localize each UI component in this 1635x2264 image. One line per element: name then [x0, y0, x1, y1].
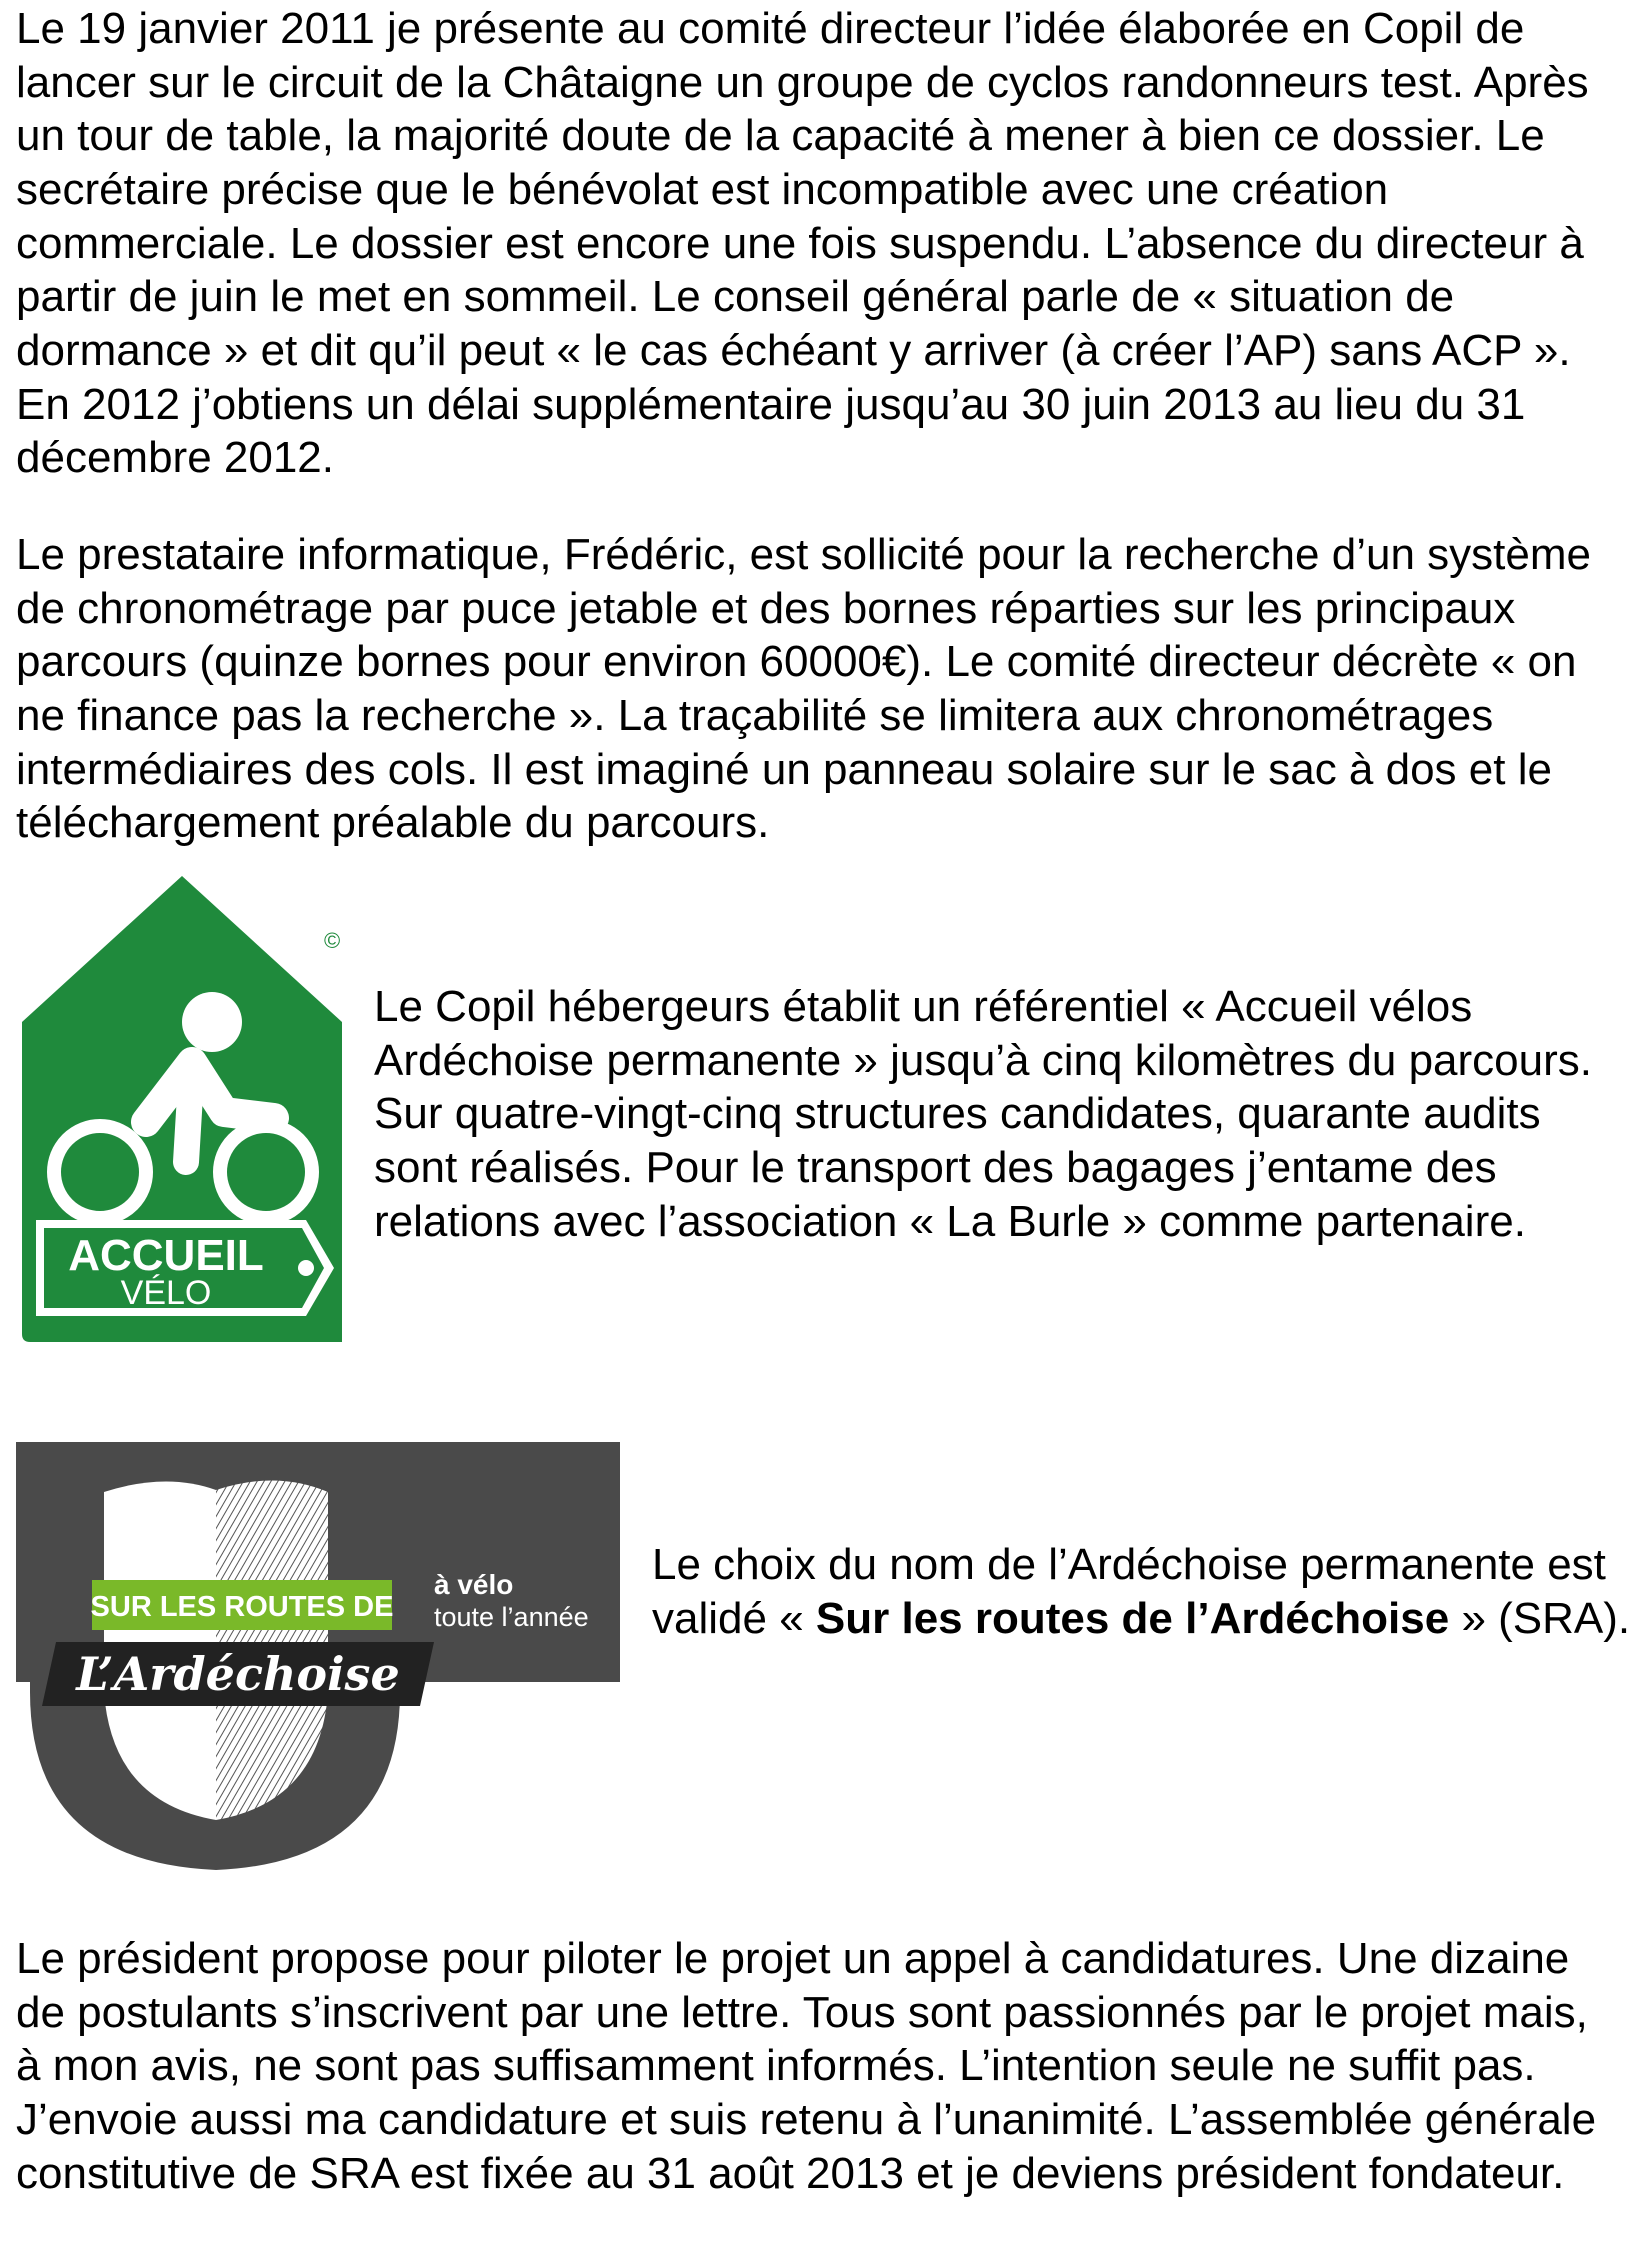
- p5-before: Le choix du nom de l’Ardéchoise permanente est validé «: [652, 1540, 1606, 1643]
- sra-logo: [16, 1442, 620, 1874]
- sra-tagline-1: à vélo: [434, 1569, 514, 1600]
- paragraph-accueil-velo: Le Copil hébergeurs établit un référentiel « Accueil vélos Ardéchoise permanente » jusqu’à cinq kilomètres du parcours. Sur quatre-vingt-cinq structures candidates, quarante audits sont réalisés. Pour le transport des bagages j’entame des relations avec l’association « La Burle » comme partenaire.: [374, 982, 1592, 1246]
- p5-after: » (SRA).: [1449, 1593, 1631, 1643]
- accueil-velo-logo: [16, 872, 348, 1350]
- copyright-mark: ©: [324, 928, 341, 953]
- p5-bold-name: Sur les routes de l’Ardéchoise: [815, 1593, 1450, 1643]
- cyclist-head-icon: [182, 992, 242, 1052]
- logo-accueil-line1: ACCUEIL: [68, 1231, 264, 1280]
- paragraph-nom-sra: [652, 1538, 1632, 1645]
- sra-banner-text: SUR LES ROUTES DE: [90, 1591, 394, 1623]
- paragraph-intro: Le 19 janvier 2011 je présente au comité directeur l’idée élaborée en Copil de lancer sur le circuit de la Châtaigne un groupe de cyclos randonneurs test. Après un tour de table, la majorité doute de la capacité à mener à bien ce dossier. Le secrétaire précise que le bénévolat est incompatible avec une création commerciale. Le dossier est encore une fois suspendu. L’absence du directeur à partir de juin le met en sommeil. Le conseil général parle de « situation de dormance » et dit qu’il peut « le cas échéant y arriver (à créer l’AP) sans ACP ». En 2012 j’obtiens un délai supplémentaire jusqu’au 30 juin 2013 au lieu du 31 décembre 2012.: [16, 4, 1589, 483]
- sra-tagline-2: toute l’année: [434, 1602, 589, 1632]
- paragraph-president: Le président propose pour piloter le projet un appel à candidatures. Une dizaine de postulants s’inscrivent par une lettre. Tous sont passionnés par le projet mais, à mon avis, ne sont pas suffisamment informés. L’intention seule ne suffit pas. J’envoie aussi ma candidature et suis retenu à l’unanimité. L’assemblée générale constitutive de SRA est fixée au 31 août 2013 et je deviens président fondateur.: [16, 1934, 1597, 2198]
- sra-name-text: L’Ardéchoise: [76, 1647, 400, 1701]
- paragraph-chronometrage: Le prestataire informatique, Frédéric, est sollicité pour la recherche d’un système de chronométrage par puce jetable et des bornes réparties sur les principaux parcours (quinze bornes pour environ 60000€). Le comité directeur décrète « on ne finance pas la recherche ». La traçabilité se limitera aux chronométrages intermédiaires des cols. Il est imaginé un panneau solaire sur le sac à dos et le téléchargement préalable du parcours.: [16, 530, 1591, 848]
- logo-accueil-line2: VÉLO: [120, 1274, 212, 1312]
